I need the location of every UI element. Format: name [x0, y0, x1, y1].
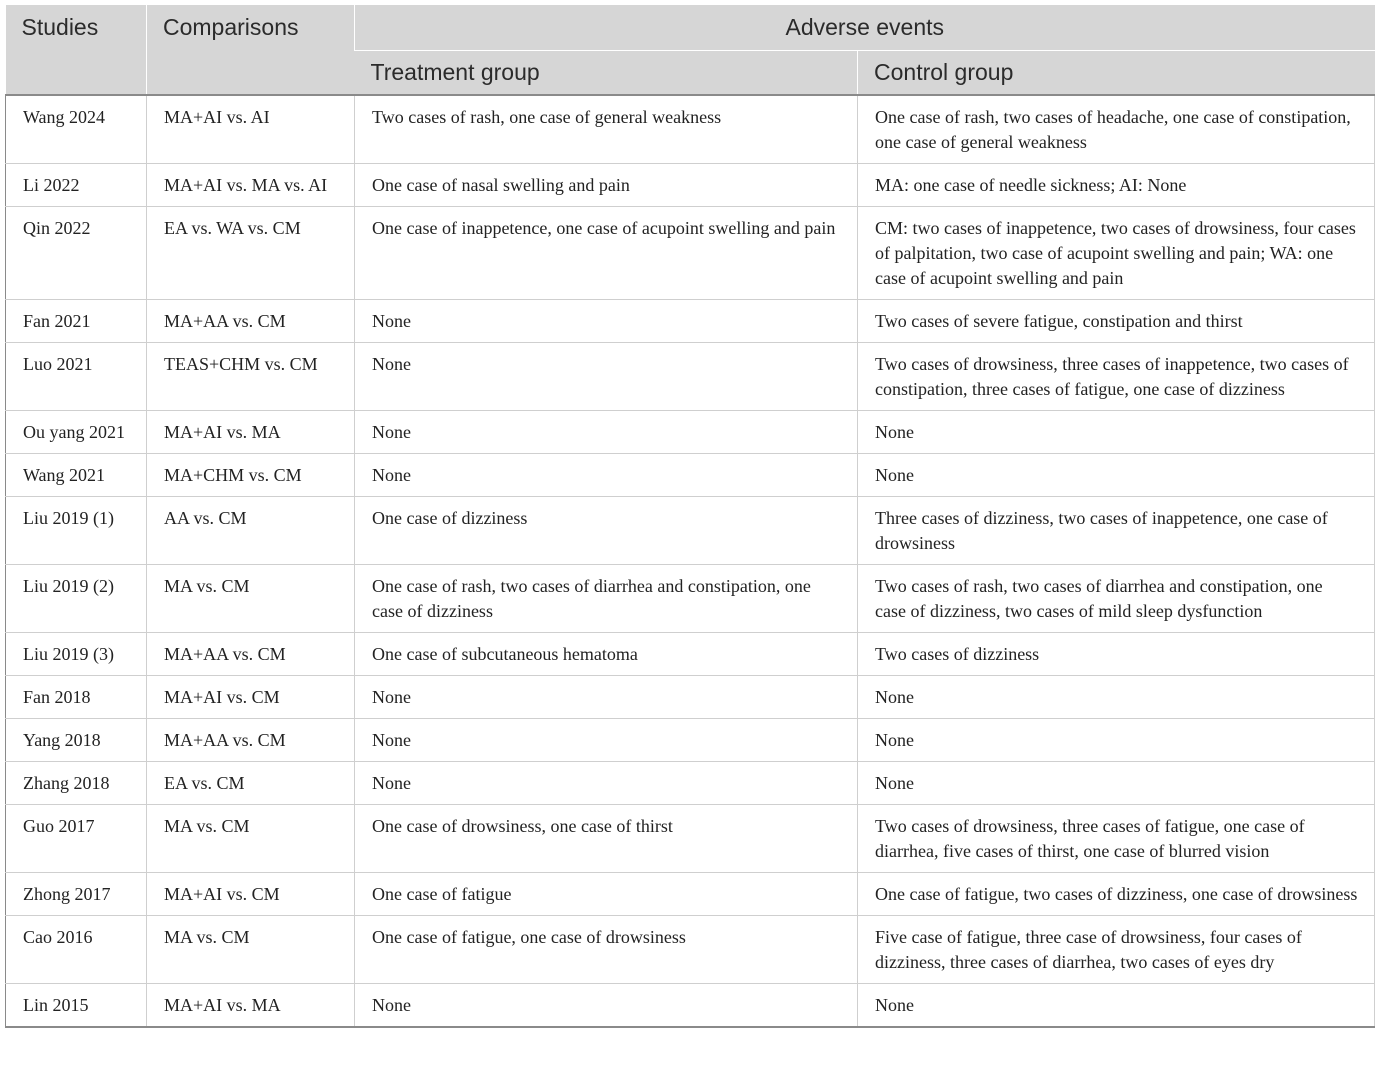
table-row — [6, 164, 1375, 207]
cell-control: One case of fatigue, two cases of dizziness, one case of drowsiness — [858, 873, 1375, 916]
cell-study: Li 2022 — [6, 164, 147, 207]
cell-treatment: None — [355, 676, 858, 719]
cell-comparison: MA+AI vs. AI — [147, 95, 355, 164]
cell-comparison: EA vs. CM — [147, 762, 355, 805]
cell-control: None — [858, 719, 1375, 762]
cell-control: One case of rash, two cases of headache, one case of constipation, one case of general weakness — [858, 95, 1375, 164]
cell-study: Qin 2022 — [6, 207, 147, 300]
table-row — [6, 676, 1375, 719]
header-treatment-group: Treatment group — [355, 51, 858, 96]
table-row — [6, 343, 1375, 411]
cell-treatment: None — [355, 762, 858, 805]
cell-control: Two cases of dizziness — [858, 633, 1375, 676]
table-row — [6, 762, 1375, 805]
header-studies: Studies — [6, 5, 147, 95]
cell-comparison: MA+AA vs. CM — [147, 300, 355, 343]
cell-control: Three cases of dizziness, two cases of inappetence, one case of drowsiness — [858, 497, 1375, 565]
cell-study: Ou yang 2021 — [6, 411, 147, 454]
cell-control: Two cases of rash, two cases of diarrhea and constipation, one case of dizziness, two cases of mild sleep dysfunction — [858, 565, 1375, 633]
cell-study: Yang 2018 — [6, 719, 147, 762]
cell-treatment: None — [355, 454, 858, 497]
header-row-1 — [6, 5, 1375, 51]
cell-control: None — [858, 454, 1375, 497]
cell-comparison: MA vs. CM — [147, 916, 355, 984]
cell-study: Lin 2015 — [6, 984, 147, 1028]
cell-treatment: One case of rash, two cases of diarrhea and constipation, one case of dizziness — [355, 565, 858, 633]
cell-treatment: None — [355, 719, 858, 762]
adverse-events-table — [5, 5, 1375, 1028]
cell-control: None — [858, 762, 1375, 805]
cell-control: Two cases of severe fatigue, constipation and thirst — [858, 300, 1375, 343]
table-row — [6, 207, 1375, 300]
cell-study: Guo 2017 — [6, 805, 147, 873]
cell-study: Fan 2018 — [6, 676, 147, 719]
cell-treatment: None — [355, 984, 858, 1028]
cell-treatment: One case of drowsiness, one case of thirst — [355, 805, 858, 873]
cell-control: CM: two cases of inappetence, two cases of drowsiness, four cases of palpitation, two case of acupoint swelling and pain; WA: one case of acupoint swelling and pain — [858, 207, 1375, 300]
cell-treatment: None — [355, 411, 858, 454]
table-row — [6, 565, 1375, 633]
cell-control: Five case of fatigue, three case of drowsiness, four cases of dizziness, three cases of diarrhea, two cases of eyes dry — [858, 916, 1375, 984]
table-row — [6, 805, 1375, 873]
cell-comparison: MA+AA vs. CM — [147, 719, 355, 762]
cell-treatment: Two cases of rash, one case of general weakness — [355, 95, 858, 164]
table-row — [6, 454, 1375, 497]
table-row — [6, 719, 1375, 762]
cell-study: Liu 2019 (3) — [6, 633, 147, 676]
cell-comparison: MA+AA vs. CM — [147, 633, 355, 676]
cell-comparison: AA vs. CM — [147, 497, 355, 565]
cell-study: Wang 2024 — [6, 95, 147, 164]
cell-control: Two cases of drowsiness, three cases of inappetence, two cases of constipation, three cases of fatigue, one case of dizziness — [858, 343, 1375, 411]
cell-treatment: One case of dizziness — [355, 497, 858, 565]
header-comparisons: Comparisons — [147, 5, 355, 95]
table-row — [6, 633, 1375, 676]
cell-treatment: One case of subcutaneous hematoma — [355, 633, 858, 676]
cell-study: Liu 2019 (1) — [6, 497, 147, 565]
cell-comparison: MA+AI vs. MA vs. AI — [147, 164, 355, 207]
cell-treatment: One case of nasal swelling and pain — [355, 164, 858, 207]
cell-study: Luo 2021 — [6, 343, 147, 411]
table-row — [6, 95, 1375, 164]
table-row — [6, 984, 1375, 1028]
cell-control: None — [858, 676, 1375, 719]
cell-control: None — [858, 411, 1375, 454]
table-row — [6, 916, 1375, 984]
table-row — [6, 300, 1375, 343]
cell-study: Wang 2021 — [6, 454, 147, 497]
cell-study: Fan 2021 — [6, 300, 147, 343]
cell-treatment: One case of inappetence, one case of acupoint swelling and pain — [355, 207, 858, 300]
cell-study: Liu 2019 (2) — [6, 565, 147, 633]
cell-comparison: MA+AI vs. MA — [147, 411, 355, 454]
table-row — [6, 873, 1375, 916]
cell-comparison: MA+AI vs. MA — [147, 984, 355, 1028]
table-row — [6, 411, 1375, 454]
cell-comparison: MA vs. CM — [147, 565, 355, 633]
header-control-group: Control group — [858, 51, 1375, 96]
cell-study: Zhang 2018 — [6, 762, 147, 805]
cell-comparison: MA+AI vs. CM — [147, 676, 355, 719]
cell-control: MA: one case of needle sickness; AI: None — [858, 164, 1375, 207]
cell-treatment: None — [355, 343, 858, 411]
header-adverse-events: Adverse events — [355, 5, 1375, 51]
table-header — [6, 5, 1375, 95]
cell-treatment: One case of fatigue, one case of drowsiness — [355, 916, 858, 984]
cell-comparison: MA vs. CM — [147, 805, 355, 873]
table-body — [6, 95, 1375, 1027]
cell-comparison: MA+AI vs. CM — [147, 873, 355, 916]
cell-study: Zhong 2017 — [6, 873, 147, 916]
cell-treatment: None — [355, 300, 858, 343]
cell-comparison: MA+CHM vs. CM — [147, 454, 355, 497]
cell-control: None — [858, 984, 1375, 1028]
cell-comparison: TEAS+CHM vs. CM — [147, 343, 355, 411]
cell-comparison: EA vs. WA vs. CM — [147, 207, 355, 300]
cell-study: Cao 2016 — [6, 916, 147, 984]
cell-control: Two cases of drowsiness, three cases of fatigue, one case of diarrhea, five cases of thirst, one case of blurred vision — [858, 805, 1375, 873]
cell-treatment: One case of fatigue — [355, 873, 858, 916]
table-row — [6, 497, 1375, 565]
